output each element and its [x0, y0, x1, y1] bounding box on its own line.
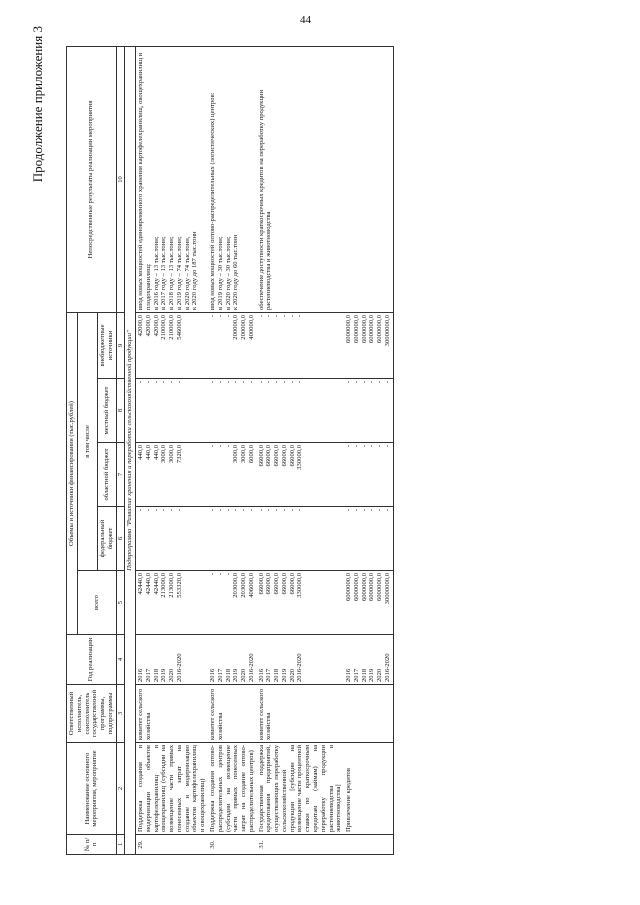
header-extrabudget: внебюджетные источники — [98, 312, 117, 378]
federal-values-line: - — [280, 509, 288, 512]
local-values-line: - — [247, 381, 255, 384]
column-numbers-row — [116, 46, 125, 854]
extrabudget-values-line: 546000,0 — [175, 314, 183, 340]
federal-values — [344, 507, 393, 571]
header-local: местный бюджет — [98, 379, 117, 443]
total-values-line: 203000,0 — [240, 573, 248, 598]
extrabudget-values-line: 200000,0 — [232, 314, 240, 340]
total-values-line: 66000,0 — [280, 573, 288, 595]
total-values-line: 66000,0 — [288, 573, 296, 595]
total-values-line: 6000000,0 — [352, 573, 360, 602]
total-values — [257, 571, 344, 635]
page-number: 44 — [300, 14, 311, 26]
local-values-line: - — [360, 381, 368, 384]
header-responsible: Ответственный исполнитель, соисполнитель государственной программы, подпрограммы — [67, 685, 117, 743]
federal-values-line: - — [175, 509, 183, 512]
year-list-line: 2016-2020 — [383, 653, 391, 682]
year-list-line: 2019 — [160, 668, 168, 682]
local-values-line: - — [376, 381, 384, 384]
subprogram-row — [125, 46, 136, 854]
regional-values-line: - — [224, 445, 232, 448]
year-list-line: 2016 — [209, 668, 217, 682]
extrabudget-values-line: 42000,0 — [144, 314, 152, 337]
regional-values-line: 66000,0 — [257, 445, 265, 467]
financing-table-wrapper — [66, 47, 606, 855]
local-values-line: - — [168, 381, 176, 384]
year-list-line: 2019 — [368, 668, 376, 682]
activity-row — [208, 46, 257, 854]
year-list-line: 2016 — [345, 668, 353, 682]
federal-values-line: - — [137, 509, 145, 512]
extrabudget-values — [208, 312, 257, 378]
total-values-line: 6000000,0 — [376, 573, 384, 602]
year-list — [344, 635, 393, 685]
federal-values-line: - — [209, 509, 217, 512]
activity-name: Поддержка создания и модернизации объектов картофелехранилищ и овощехранилищ (субсидии на возмещение части прямых понесенных затрат на создание и модернизацию объектов картофелехранилищ и овощехранилищ) — [136, 743, 208, 835]
local-values-line: - — [280, 381, 288, 384]
result-text-line: в 2020 году – 30 тыс.тонн; — [224, 236, 232, 310]
extrabudget-values-line: - — [216, 314, 224, 318]
local-values — [257, 379, 344, 443]
total-values — [208, 571, 257, 635]
regional-values-line: 66000,0 — [265, 445, 273, 467]
regional-values-line: 440,0 — [137, 445, 145, 460]
result-text-line: к 2020 году до 187 тыс.тонн — [191, 231, 199, 310]
extrabudget-values-line: - — [265, 314, 273, 318]
year-list-line: 2019 — [280, 668, 288, 682]
result-text — [344, 46, 393, 312]
regional-values-line: - — [216, 445, 224, 448]
responsible-executor: комитет сельского хозяйства — [257, 685, 344, 743]
federal-values-line: - — [160, 509, 168, 512]
regional-values-line: - — [376, 445, 384, 448]
regional-values-line: 66000,0 — [280, 445, 288, 467]
total-values-line: 406000,0 — [247, 573, 255, 598]
total-values-line: 42440,0 — [137, 573, 145, 595]
federal-values-line: - — [232, 509, 240, 512]
result-text-line: ввод новых мощностей единовременного хранения картофелехранилищ, овощехранилищ и плодохранилищ: — [137, 52, 152, 310]
federal-values-line: - — [376, 509, 384, 512]
activity-name: Привлечение кредитов — [344, 743, 393, 835]
federal-values-line: - — [273, 509, 281, 512]
federal-values-line: - — [296, 509, 304, 512]
federal-values — [257, 507, 344, 571]
local-values-line: - — [216, 381, 224, 384]
column-number: 2 — [116, 743, 125, 835]
local-values-line: - — [257, 381, 265, 384]
extrabudget-values-line: 30000000,0 — [383, 314, 391, 347]
year-list — [136, 635, 208, 685]
local-values-line: - — [224, 381, 232, 384]
regional-values-line: - — [209, 445, 217, 448]
extrabudget-values-line: - — [273, 314, 281, 318]
regional-values-line: 440,0 — [152, 445, 160, 460]
regional-values-line: 66000,0 — [288, 445, 296, 467]
extrabudget-values-line: 200000,0 — [240, 314, 248, 340]
extrabudget-values — [136, 312, 208, 378]
result-text-line: в 2018 году – 13 тыс.тонн; — [168, 236, 176, 310]
local-values-line: - — [273, 381, 281, 384]
local-values-line: - — [345, 381, 353, 384]
extrabudget-values — [344, 312, 393, 378]
local-values-line: - — [368, 381, 376, 384]
federal-values-line: - — [288, 509, 296, 512]
year-list-line: 2020 — [288, 668, 296, 682]
regional-values-line: 66000,0 — [273, 445, 281, 467]
local-values-line: - — [152, 381, 160, 384]
year-list-line: 2018 — [273, 668, 281, 682]
total-values-line: - — [216, 573, 224, 576]
row-number: 29. — [136, 835, 208, 855]
total-values-line: 213000,0 — [168, 573, 176, 598]
year-list-line: 2017 — [144, 668, 152, 682]
regional-values-line: - — [368, 445, 376, 448]
regional-values-line: 6000,0 — [247, 445, 255, 464]
year-list-line: 2017 — [265, 668, 273, 682]
year-list-line: 2018 — [224, 668, 232, 682]
extrabudget-values — [257, 312, 344, 378]
federal-values-line: - — [144, 509, 152, 512]
result-text-line: в 2020 году – 74 тыс.тонн, — [183, 236, 191, 310]
total-values-line: 213000,0 — [160, 573, 168, 598]
activity-name: Государственная поддержка кредитования предприятий, осуществляющих переработку сельскохозяйственной продукции [субсидии на возмещение части процентной ставки по краткосрочным кредитам (займам) на переработку продукции растениеводства и животноводства] — [257, 743, 344, 835]
extrabudget-values-line: 210000,0 — [168, 314, 176, 340]
column-number: 10 — [116, 46, 125, 312]
local-values-line: - — [175, 381, 183, 384]
regional-values-line: - — [345, 445, 353, 448]
year-list-line: 2017 — [216, 668, 224, 682]
local-values-line: - — [160, 381, 168, 384]
federal-values-line: - — [360, 509, 368, 512]
extrabudget-values-line: 6000000,0 — [360, 314, 368, 344]
total-values-line: 30000000,0 — [383, 573, 391, 605]
activity-row — [136, 46, 208, 854]
year-list-line: 2016-2020 — [247, 653, 255, 682]
total-values-line: - — [209, 573, 217, 576]
header-total: всего — [77, 571, 116, 635]
federal-values-line: - — [240, 509, 248, 512]
regional-values-line: 3000,0 — [168, 445, 176, 464]
extrabudget-values-line: - — [257, 314, 265, 318]
year-list — [208, 635, 257, 685]
year-list-line: 2020 — [376, 668, 384, 682]
row-number: 31. — [257, 835, 344, 855]
year-list-line: 2016-2020 — [175, 653, 183, 682]
federal-values-line: - — [345, 509, 353, 512]
year-list-line: 2019 — [232, 668, 240, 682]
federal-values-line: - — [168, 509, 176, 512]
regional-values — [208, 443, 257, 507]
result-text-line: в 2017 году – 13 тыс.тонн; — [160, 236, 168, 310]
regional-values — [344, 443, 393, 507]
regional-values-line: - — [352, 445, 360, 448]
header-federal: федеральный бюджет — [98, 507, 117, 571]
year-list — [257, 635, 344, 685]
local-values-line: - — [265, 381, 273, 384]
responsible-executor: комитет сельского хозяйства — [208, 685, 257, 743]
result-text-line: в 2019 году – 74 тыс.тонн; — [175, 236, 183, 310]
result-text — [257, 46, 344, 312]
result-text — [136, 46, 208, 312]
extrabudget-values-line: 6000000,0 — [376, 314, 384, 344]
local-values-line: - — [288, 381, 296, 384]
table-body — [125, 46, 393, 854]
local-values — [208, 379, 257, 443]
extrabudget-values-line: 6000000,0 — [345, 314, 353, 344]
extrabudget-values-line: - — [280, 314, 288, 318]
local-values-line: - — [383, 381, 391, 384]
total-values-line: - — [224, 573, 232, 576]
row-number — [344, 835, 393, 855]
federal-values-line: - — [383, 509, 391, 512]
header-regional: областной бюджет — [98, 443, 117, 507]
local-values — [344, 379, 393, 443]
year-list-line: 2016 — [137, 668, 145, 682]
regional-values — [136, 443, 208, 507]
header-results: Непосредственные результаты реализации мероприятия — [67, 46, 117, 312]
extrabudget-values-line: 6000000,0 — [352, 314, 360, 344]
extrabudget-values-line: 6000000,0 — [368, 314, 376, 344]
column-number: 1 — [116, 835, 125, 855]
regional-values-line: 3000,0 — [232, 445, 240, 464]
federal-values-line: - — [216, 509, 224, 512]
regional-values-line: 3000,0 — [160, 445, 168, 464]
local-values-line: - — [209, 381, 217, 384]
row-number: 30. — [208, 835, 257, 855]
regional-values-line: 3000,0 — [240, 445, 248, 464]
year-list-line: 2017 — [352, 668, 360, 682]
local-values-line: - — [240, 381, 248, 384]
year-list-line: 2020 — [240, 668, 248, 682]
header-name: Наименование основного мероприятия, мероприятие — [67, 743, 117, 835]
financing-table — [66, 46, 394, 855]
total-values-line: 66000,0 — [265, 573, 273, 595]
result-text-line: обеспечение доступности краткосрочных кредитов на переработку продукции растениеводства и животноводства — [257, 89, 273, 310]
header-including: в том числе — [77, 312, 97, 570]
total-values-line: 6000000,0 — [345, 573, 353, 602]
column-number: 6 — [116, 507, 125, 571]
total-values-line: 66000,0 — [273, 573, 281, 595]
year-list-line: 2018 — [152, 668, 160, 682]
subprogram-title: Подпрограмма "Развитие хранения и переработки сельскохозяйственной продукции" — [125, 46, 136, 854]
regional-values-line: - — [383, 445, 391, 448]
activity-name: Поддержка создания оптово-распределительных центров (субсидии на возмещение части прямых понесенных затрат на создание оптово-распределительных центров) — [208, 743, 257, 835]
year-list-line: 2016-2020 — [296, 653, 304, 682]
federal-values-line: - — [152, 509, 160, 512]
federal-values-line: - — [368, 509, 376, 512]
column-number: 5 — [116, 571, 125, 635]
regional-values-line: 330000,0 — [296, 445, 304, 470]
regional-values — [257, 443, 344, 507]
total-values-line: 42440,0 — [144, 573, 152, 595]
federal-values-line: - — [265, 509, 273, 512]
federal-values-line: - — [257, 509, 265, 512]
local-values-line: - — [144, 381, 152, 384]
total-values-line: 66000,0 — [257, 573, 265, 595]
extrabudget-values-line: - — [288, 314, 296, 318]
total-values-line: 42440,0 — [152, 573, 160, 595]
header-financing: Объемы и источники финансирования (тыс.рублей) — [67, 312, 78, 634]
local-values-line: - — [137, 381, 145, 384]
responsible-executor — [344, 685, 393, 743]
local-values-line: - — [232, 381, 240, 384]
column-number: 9 — [116, 312, 125, 378]
total-values-line: 330000,0 — [296, 573, 304, 598]
activity-row — [257, 46, 344, 854]
total-values-line: 6000000,0 — [368, 573, 376, 602]
appendix-heading: Продолжение приложения 3 — [30, 26, 45, 183]
local-values-line: - — [352, 381, 360, 384]
federal-values-line: - — [224, 509, 232, 512]
total-values — [344, 571, 393, 635]
header-num: № п/п — [67, 835, 117, 855]
column-number: 4 — [116, 635, 125, 685]
responsible-executor: комитет сельского хозяйства — [136, 685, 208, 743]
regional-values-line: 7320,0 — [175, 445, 183, 464]
result-text-line: в 2019 году – 30 тыс.тонн; — [216, 236, 224, 310]
column-number: 8 — [116, 379, 125, 443]
extrabudget-values-line: 42000,0 — [137, 314, 145, 337]
result-text — [208, 46, 257, 312]
extrabudget-values-line: - — [224, 314, 232, 318]
header-year: Год реализации — [67, 635, 117, 685]
year-list-line: 2020 — [168, 668, 176, 682]
regional-values-line: 440,0 — [144, 445, 152, 460]
federal-values — [136, 507, 208, 571]
total-values — [136, 571, 208, 635]
total-values-line: 203000,0 — [232, 573, 240, 598]
federal-values-line: - — [247, 509, 255, 512]
table-header — [67, 46, 125, 854]
result-text-line: к 2020 году до 60 тыс.тонн — [232, 234, 240, 310]
activity-row — [344, 46, 393, 854]
total-values-line: 6000000,0 — [360, 573, 368, 602]
regional-values-line: - — [360, 445, 368, 448]
year-list-line: 2018 — [360, 668, 368, 682]
extrabudget-values-line: 210000,0 — [160, 314, 168, 340]
result-text-line: в 2016 году – 13 тыс.тонн; — [152, 236, 160, 310]
federal-values — [208, 507, 257, 571]
extrabudget-values-line: - — [209, 314, 217, 318]
extrabudget-values-line: 42000,0 — [152, 314, 160, 337]
local-values — [136, 379, 208, 443]
extrabudget-values-line: - — [296, 314, 304, 318]
column-number: 7 — [116, 443, 125, 507]
column-number: 3 — [116, 685, 125, 743]
extrabudget-values-line: 400000,0 — [247, 314, 255, 340]
federal-values-line: - — [352, 509, 360, 512]
local-values-line: - — [296, 381, 304, 384]
result-text-line: ввод новых мощностей оптово-распределительных (логистических) центров: — [209, 92, 217, 310]
total-values-line: 553320,0 — [175, 573, 183, 598]
year-list-line: 2016 — [257, 668, 265, 682]
